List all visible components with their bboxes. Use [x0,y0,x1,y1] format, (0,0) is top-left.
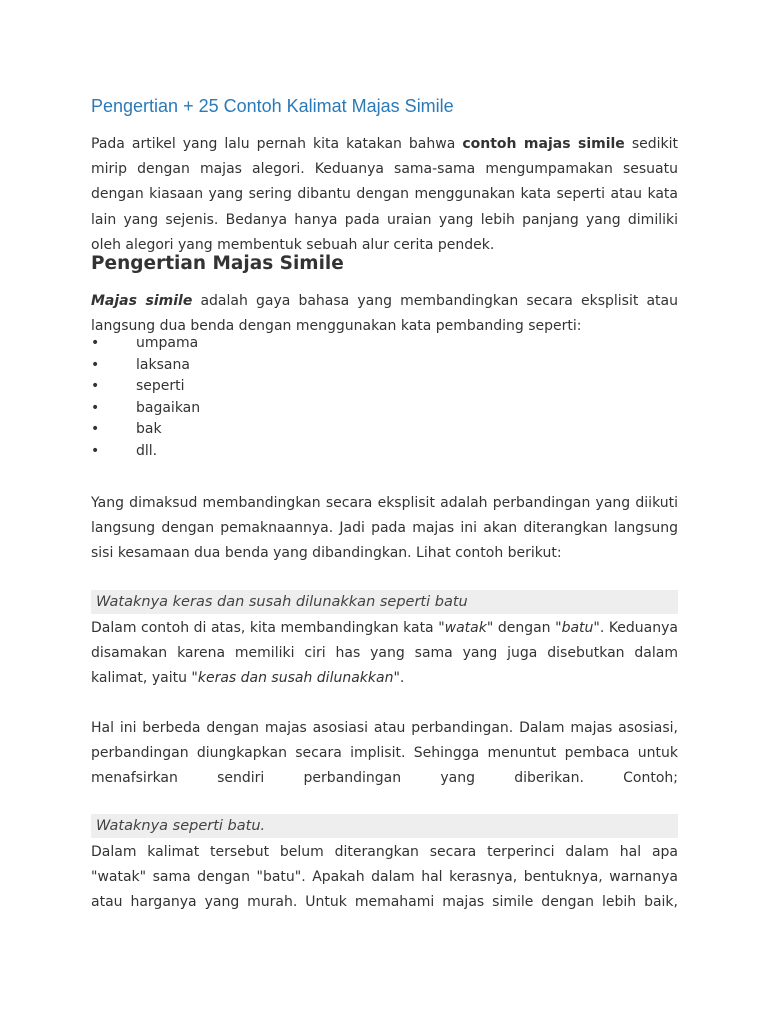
list-item-text: dll. [136,442,158,459]
bullet-dot: • [91,356,100,373]
list-item-text: seperti [136,378,185,394]
list-item [91,333,200,355]
article-title: Pengertian + 25 Contoh Kalimat Majas Simile [91,96,454,116]
example-2-explanation: Dalam kalimat tersebut belum diterangkan secara terperinci dalam hal apa "watak" sama dengan "batu". Apakah dalam hal kerasnya, bentuknya, warnanya atau harganya yang murah. Untuk memahami majas simile dengan lebih baik, [91,844,678,911]
list-item [91,398,200,420]
explicit-comparison-paragraph: Yang dimaksud membandingkan secara eksplisit adalah perbandingan yang diikuti langsung dengan pemaknaannya. Jadi pada majas ini akan diterangkan langsung sisi kesamaan dua benda yang dibandingkan. Lihat contoh berikut: [91,495,678,562]
list-item-text: laksana [136,356,190,373]
list-item-text: bagaikan [136,399,201,416]
intro-bold-keyword: contoh majas simile [462,136,625,152]
definition-text: adalah gaya bahasa yang membandingkan secara eksplisit atau langsung dua benda dengan menggunakan kata pembanding seperti: [91,293,678,335]
explain-term-keras: keras dan susah dilunakkan [197,670,394,687]
intro-paragraph [91,132,678,258]
explain-text: Dalam contoh di atas, kita membandingkan kata " [91,620,445,636]
list-item [91,419,200,441]
list-item [91,355,200,377]
definition-term: Majas simile [91,293,193,309]
list-item [91,441,200,463]
bullet-dot: • [91,399,100,416]
intro-text-end: sedikit mirip dengan majas alegori. Keduanya sama-sama mengumpamakan sesuatu dengan kiasaan yang sering dibantu dengan menggunakan kata seperti atau kata lain yang sejenis. Bedanya hanya pada uraian yang lebih panjang yang dimiliki oleh alegori yang membentuk sebuah alur cerita pendek. [91,136,678,253]
explain-text: ". [393,670,405,687]
list-item-text: umpama [136,335,199,351]
list-item [91,376,200,398]
bullet-dot: • [91,442,100,459]
example-1-explanation [91,616,678,692]
explain-term-batu: batu [561,620,594,636]
definition-paragraph [91,289,678,339]
example-quote-2: Wataknya seperti batu. [91,814,678,838]
comparison-word-list [91,333,200,462]
example-quote-1: Wataknya keras dan susah dilunakkan seperti batu [91,590,678,614]
intro-text-start: Pada artikel yang lalu pernah kita katakan bahwa [91,136,463,152]
asosiasi-paragraph: Hal ini berbeda dengan majas asosiasi atau perbandingan. Dalam majas asosiasi, perbandingan diungkapkan secara implisit. Sehingga menuntut pembaca untuk menafsirkan sendiri perbandingan yang diberikan. Contoh; [91,720,678,787]
explain-text: " dengan " [486,620,562,636]
bullet-dot: • [91,335,100,351]
explain-term-watak: watak [444,620,487,636]
section-heading: Pengertian Majas Simile [91,253,344,274]
explain-text: ". Keduanya disamakan karena memiliki ciri has yang sama yang juga disebutkan dalam kalimat, yaitu " [91,620,679,687]
list-item-text: bak [136,421,162,437]
bullet-dot: • [91,421,100,437]
bullet-dot: • [91,378,100,394]
